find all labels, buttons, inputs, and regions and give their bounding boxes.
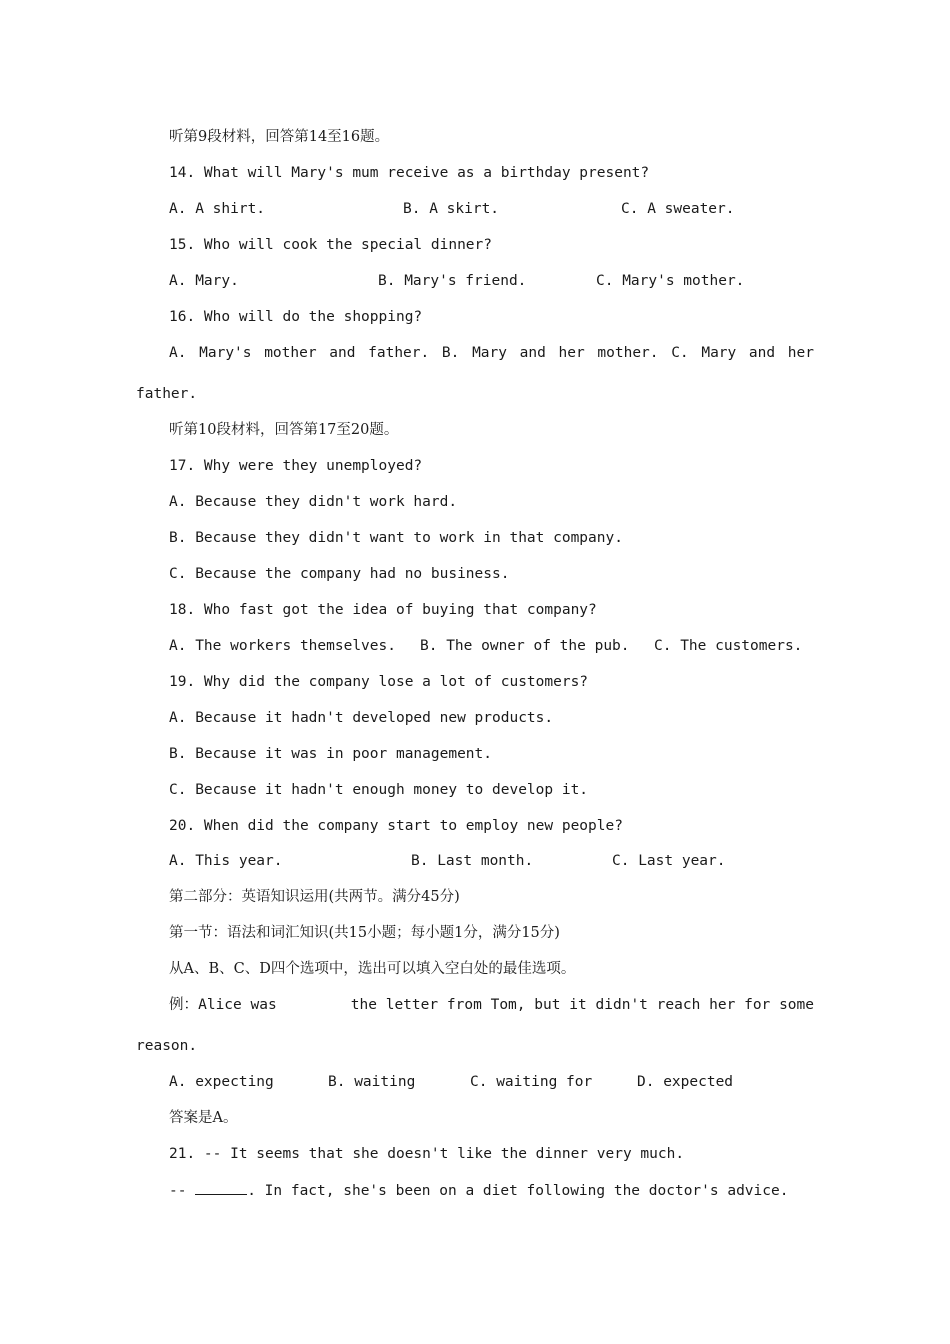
question-19-option-c: C. Because it hadn't enough money to develop it.: [169, 782, 589, 798]
option-a: A. This year.: [169, 853, 283, 869]
question-17-option-c: C. Because the company had no business.: [169, 566, 510, 582]
question-17-option-b: B. Because they didn't want to work in that company.: [169, 530, 623, 546]
option-b: B. Mary's friend.: [378, 273, 527, 289]
question-16-options-line1: A. Mary's mother and father. B. Mary and her mother. C. Mary and her: [169, 345, 814, 361]
question-14-options: [0, 199, 950, 219]
question-14-stem: 14. What will Mary's mum receive as a birthday present?: [169, 165, 650, 181]
example-prefix: 例：Alice was: [169, 997, 277, 1013]
question-21-stem: 21. -- It seems that she doesn't like the dinner very much.: [169, 1146, 685, 1162]
option-c: C. A sweater.: [621, 201, 735, 217]
option-b: B. A skirt.: [403, 201, 500, 217]
option-c: C. waiting for: [470, 1074, 593, 1090]
example-line1: [169, 995, 814, 1015]
question-20-options: [0, 851, 950, 871]
option-d: D. expected: [637, 1074, 734, 1090]
example-options: [0, 1072, 950, 1092]
example-answer: 答案是A。: [169, 1110, 238, 1126]
section-1-heading: 第一节：语法和词汇知识(共15小题；每小题1分，满分15分): [169, 925, 560, 941]
part-2-heading: 第二部分：英语知识运用(共两节。满分45分): [169, 889, 460, 905]
option-c: C. The customers.: [654, 638, 803, 654]
example-rest: the letter from Tom, but it didn't reach her for some: [350, 997, 814, 1013]
option-a: A. Mary.: [169, 273, 239, 289]
option-a: A. expecting: [169, 1074, 274, 1090]
option-b: B. waiting: [328, 1074, 416, 1090]
question-19-option-a: A. Because it hadn't developed new products.: [169, 710, 554, 726]
option-c: C. Last year.: [612, 853, 726, 869]
question-16-stem: 16. Who will do the shopping?: [169, 309, 423, 325]
question-16-options-line2: father.: [136, 386, 198, 402]
option-c: C. Mary's mother.: [596, 273, 745, 289]
section-9-intro: 听第9段材料，回答第14至16题。: [169, 129, 390, 145]
question-15-stem: 15. Who will cook the special dinner?: [169, 237, 493, 253]
option-a: A. A shirt.: [169, 201, 266, 217]
question-19-option-b: B. Because it was in poor management.: [169, 746, 493, 762]
section-10-intro: 听第10段材料，回答第17至20题。: [169, 422, 399, 438]
question-21-reply: [169, 1180, 788, 1201]
option-a: A. The workers themselves.: [169, 638, 396, 654]
question-18-options: [0, 636, 950, 656]
question-15-options: [0, 271, 950, 291]
question-19-stem: 19. Why did the company lose a lot of customers?: [169, 674, 589, 690]
question-17-stem: 17. Why were they unemployed?: [169, 458, 423, 474]
reply-rest: . In fact, she's been on a diet following the doctor's advice.: [247, 1183, 789, 1199]
question-17-option-a: A. Because they didn't work hard.: [169, 494, 458, 510]
option-b: B. Last month.: [411, 853, 534, 869]
option-b: B. The owner of the pub.: [420, 638, 630, 654]
answer-blank: [195, 1180, 247, 1195]
question-20-stem: 20. When did the company start to employ new people?: [169, 818, 623, 834]
question-18-stem: 18. Who fast got the idea of buying that company?: [169, 602, 597, 618]
instruction-text: 从A、B、C、D四个选项中，选出可以填入空白处的最佳选项。: [169, 961, 576, 977]
example-line2: reason.: [136, 1038, 198, 1054]
reply-prefix: --: [169, 1183, 187, 1199]
